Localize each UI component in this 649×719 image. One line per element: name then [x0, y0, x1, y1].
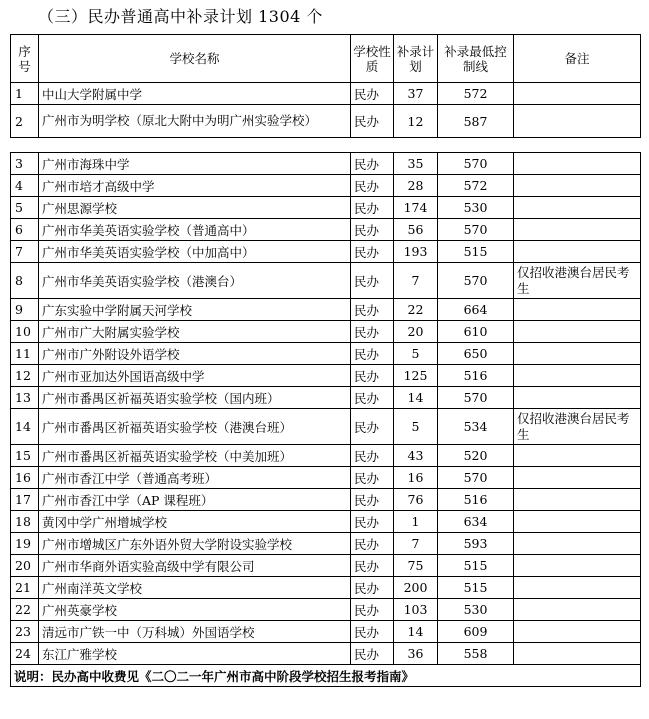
row-quota: 36 — [394, 643, 438, 665]
row-min-score: 570 — [438, 387, 514, 409]
row-quota: 20 — [394, 321, 438, 343]
row-index: 11 — [11, 343, 39, 365]
row-index: 7 — [11, 241, 39, 263]
row-note — [514, 387, 641, 409]
quota-table-part1 — [10, 34, 641, 138]
row-school-name: 广州市华美英语实验学校（中加高中） — [39, 241, 351, 263]
row-school-name: 东江广雅学校 — [39, 643, 351, 665]
row-note — [514, 577, 641, 599]
row-index: 23 — [11, 621, 39, 643]
row-school-name: 广州思源学校 — [39, 197, 351, 219]
row-min-score: 610 — [438, 321, 514, 343]
row-min-score: 572 — [438, 83, 514, 105]
table-row — [11, 533, 641, 555]
row-quota: 14 — [394, 621, 438, 643]
row-school-nature: 民办 — [351, 489, 394, 511]
row-note — [514, 219, 641, 241]
table-footer-row — [11, 665, 641, 687]
page-title: （三）民办普通高中补录计划 1304 个 — [38, 7, 323, 26]
row-min-score: 534 — [438, 409, 514, 445]
row-note — [514, 599, 641, 621]
table-row — [11, 219, 641, 241]
row-min-score: 558 — [438, 643, 514, 665]
row-min-score: 609 — [438, 621, 514, 643]
row-school-name: 广州市广外附设外语学校 — [39, 343, 351, 365]
row-quota: 103 — [394, 599, 438, 621]
row-school-nature: 民办 — [351, 387, 394, 409]
row-min-score: 570 — [438, 153, 514, 175]
row-school-name: 广州市番禺区祈福英语实验学校（国内班） — [39, 387, 351, 409]
row-school-nature: 民办 — [351, 299, 394, 321]
row-note — [514, 511, 641, 533]
table-row — [11, 577, 641, 599]
row-index: 20 — [11, 555, 39, 577]
row-min-score: 516 — [438, 489, 514, 511]
row-min-score: 572 — [438, 175, 514, 197]
row-school-name: 广州市香江中学（普通高考班） — [39, 467, 351, 489]
header-score: 补录最低控制线 — [438, 35, 514, 83]
row-quota: 7 — [394, 263, 438, 299]
row-index: 16 — [11, 467, 39, 489]
row-min-score: 650 — [438, 343, 514, 365]
footer-note: 说明：民办高中收费见《二〇二一年广州市高中阶段学校招生报考指南》 — [11, 665, 641, 687]
row-note — [514, 643, 641, 665]
row-index: 21 — [11, 577, 39, 599]
row-note — [514, 445, 641, 467]
table-row — [11, 467, 641, 489]
row-index: 24 — [11, 643, 39, 665]
row-school-nature: 民办 — [351, 599, 394, 621]
row-quota: 5 — [394, 409, 438, 445]
row-min-score: 515 — [438, 577, 514, 599]
row-school-name: 清远市广铁一中（万科城）外国语学校 — [39, 621, 351, 643]
row-min-score: 530 — [438, 599, 514, 621]
row-school-nature: 民办 — [351, 263, 394, 299]
header-nature: 学校性质 — [351, 35, 394, 83]
row-note — [514, 241, 641, 263]
table-row — [11, 621, 641, 643]
row-school-name: 广州市培才高级中学 — [39, 175, 351, 197]
row-school-nature: 民办 — [351, 241, 394, 263]
table-row — [11, 197, 641, 219]
table-row — [11, 263, 641, 299]
row-note: 仅招收港澳台居民考生 — [514, 409, 641, 445]
table-row — [11, 343, 641, 365]
row-school-nature: 民办 — [351, 577, 394, 599]
row-school-nature: 民办 — [351, 467, 394, 489]
row-note — [514, 343, 641, 365]
row-school-nature: 民办 — [351, 343, 394, 365]
row-school-name: 广东实验中学附属天河学校 — [39, 299, 351, 321]
row-school-name: 中山大学附属中学 — [39, 83, 351, 105]
row-school-nature: 民办 — [351, 365, 394, 387]
row-index: 14 — [11, 409, 39, 445]
row-note — [514, 467, 641, 489]
header-name: 学校名称 — [39, 35, 351, 83]
row-quota: 125 — [394, 365, 438, 387]
row-note — [514, 105, 641, 138]
row-school-name: 广州南洋英文学校 — [39, 577, 351, 599]
row-quota: 22 — [394, 299, 438, 321]
row-min-score: 570 — [438, 263, 514, 299]
row-school-name: 广州市增城区广东外语外贸大学附设实验学校 — [39, 533, 351, 555]
table-row — [11, 153, 641, 175]
row-school-nature: 民办 — [351, 555, 394, 577]
table-row — [11, 555, 641, 577]
row-index: 1 — [11, 83, 39, 105]
row-school-nature: 民办 — [351, 643, 394, 665]
row-index: 5 — [11, 197, 39, 219]
header-quota: 补录计划 — [394, 35, 438, 83]
row-note — [514, 175, 641, 197]
row-school-nature: 民办 — [351, 533, 394, 555]
table-row — [11, 241, 641, 263]
row-school-name: 广州市番禺区祈福英语实验学校（港澳台班） — [39, 409, 351, 445]
row-index: 12 — [11, 365, 39, 387]
row-min-score: 530 — [438, 197, 514, 219]
row-school-nature: 民办 — [351, 219, 394, 241]
row-school-nature: 民办 — [351, 83, 394, 105]
row-note — [514, 489, 641, 511]
row-note — [514, 621, 641, 643]
row-school-nature: 民办 — [351, 321, 394, 343]
row-school-name: 广州市番禺区祈福英语实验学校（中美加班） — [39, 445, 351, 467]
row-index: 3 — [11, 153, 39, 175]
row-quota: 12 — [394, 105, 438, 138]
row-school-name: 广州市华商外语实验高级中学有限公司 — [39, 555, 351, 577]
row-index: 15 — [11, 445, 39, 467]
row-school-nature: 民办 — [351, 511, 394, 533]
table-header-row — [11, 35, 641, 83]
row-min-score: 664 — [438, 299, 514, 321]
row-quota: 7 — [394, 533, 438, 555]
row-note — [514, 555, 641, 577]
row-quota: 200 — [394, 577, 438, 599]
row-min-score: 515 — [438, 241, 514, 263]
row-note — [514, 197, 641, 219]
table-row — [11, 299, 641, 321]
row-index: 22 — [11, 599, 39, 621]
row-school-nature: 民办 — [351, 621, 394, 643]
row-school-name: 广州市广大附属实验学校 — [39, 321, 351, 343]
row-note: 仅招收港澳台居民考生 — [514, 263, 641, 299]
row-quota: 193 — [394, 241, 438, 263]
row-min-score: 570 — [438, 467, 514, 489]
table-row — [11, 321, 641, 343]
row-index: 10 — [11, 321, 39, 343]
row-quota: 174 — [394, 197, 438, 219]
row-quota: 1 — [394, 511, 438, 533]
header-note: 备注 — [514, 35, 641, 83]
row-min-score: 593 — [438, 533, 514, 555]
table-row — [11, 489, 641, 511]
table-row — [11, 175, 641, 197]
row-quota: 5 — [394, 343, 438, 365]
row-quota: 35 — [394, 153, 438, 175]
row-min-score: 587 — [438, 105, 514, 138]
row-note — [514, 533, 641, 555]
table-row — [11, 445, 641, 467]
row-index: 8 — [11, 263, 39, 299]
row-min-score: 570 — [438, 219, 514, 241]
row-index: 18 — [11, 511, 39, 533]
table-row — [11, 643, 641, 665]
row-min-score: 634 — [438, 511, 514, 533]
row-school-name: 广州市华美英语实验学校（普通高中） — [39, 219, 351, 241]
header-index: 序号 — [11, 35, 39, 83]
row-school-name: 广州市为明学校（原北大附中为明广州实验学校） — [39, 105, 351, 138]
row-min-score: 516 — [438, 365, 514, 387]
row-quota: 14 — [394, 387, 438, 409]
table-row — [11, 83, 641, 105]
table-row — [11, 387, 641, 409]
row-school-nature: 民办 — [351, 175, 394, 197]
row-min-score: 515 — [438, 555, 514, 577]
row-index: 19 — [11, 533, 39, 555]
row-school-nature: 民办 — [351, 153, 394, 175]
table-row — [11, 511, 641, 533]
row-index: 4 — [11, 175, 39, 197]
row-index: 17 — [11, 489, 39, 511]
row-quota: 28 — [394, 175, 438, 197]
row-note — [514, 153, 641, 175]
row-quota: 76 — [394, 489, 438, 511]
row-quota: 56 — [394, 219, 438, 241]
row-note — [514, 365, 641, 387]
row-school-name: 广州市海珠中学 — [39, 153, 351, 175]
row-school-name: 广州市香江中学（AP 课程班） — [39, 489, 351, 511]
row-index: 13 — [11, 387, 39, 409]
row-note — [514, 299, 641, 321]
row-quota: 37 — [394, 83, 438, 105]
row-quota: 75 — [394, 555, 438, 577]
row-school-name: 广州英豪学校 — [39, 599, 351, 621]
row-school-name: 广州市亚加达外国语高级中学 — [39, 365, 351, 387]
table-row — [11, 599, 641, 621]
row-school-nature: 民办 — [351, 409, 394, 445]
quota-table-part2 — [10, 152, 641, 687]
row-school-nature: 民办 — [351, 197, 394, 219]
row-index: 9 — [11, 299, 39, 321]
row-quota: 43 — [394, 445, 438, 467]
table-row — [11, 409, 641, 445]
row-school-nature: 民办 — [351, 105, 394, 138]
row-index: 6 — [11, 219, 39, 241]
row-min-score: 520 — [438, 445, 514, 467]
row-school-nature: 民办 — [351, 445, 394, 467]
row-note — [514, 321, 641, 343]
table-row — [11, 365, 641, 387]
row-index: 2 — [11, 105, 39, 138]
row-note — [514, 83, 641, 105]
row-school-name: 广州市华美英语实验学校（港澳台） — [39, 263, 351, 299]
row-school-name: 黄冈中学广州增城学校 — [39, 511, 351, 533]
table-row — [11, 105, 641, 138]
row-quota: 16 — [394, 467, 438, 489]
